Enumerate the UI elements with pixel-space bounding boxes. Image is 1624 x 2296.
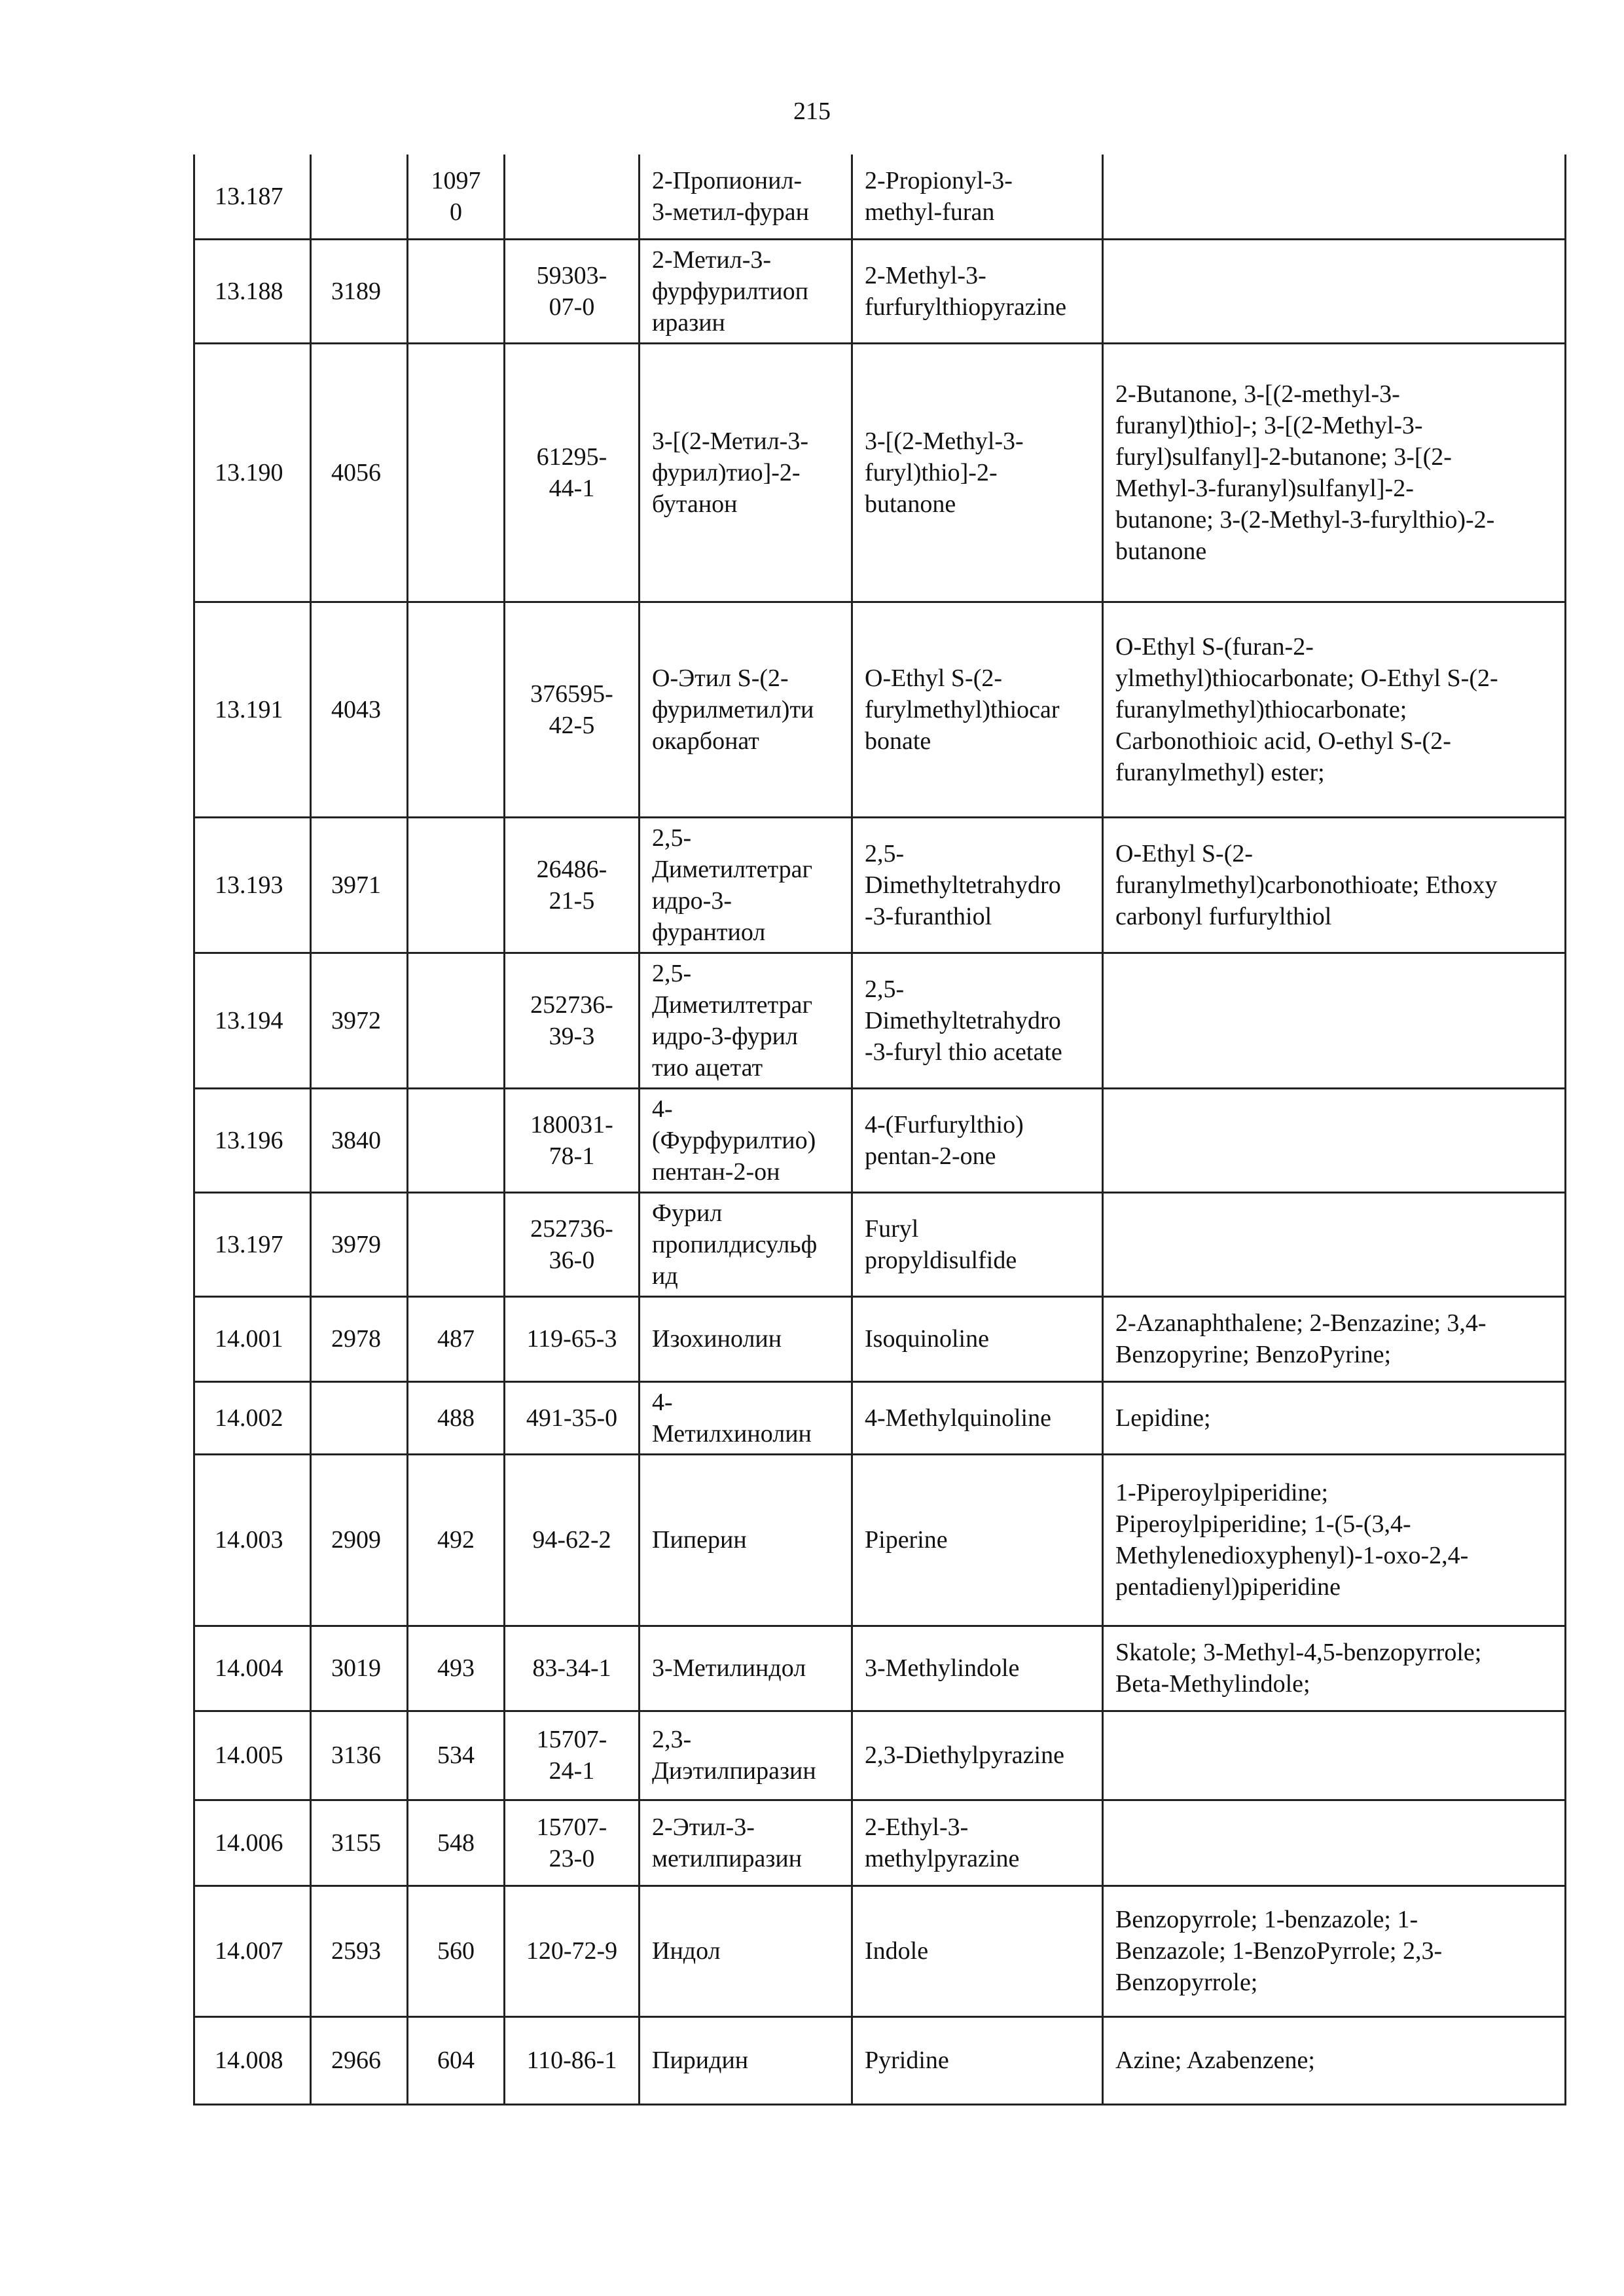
table-row [194,1454,1566,1626]
synonyms [1103,953,1566,1088]
fema-number: 3189 [311,239,408,343]
cas-number: 252736- 36-0 [505,1192,640,1296]
name-russian: Пиперин [640,1454,852,1626]
synonyms: 2-Butanone, 3-[(2-methyl-3- furanyl)thio]-; 3-[(2-Methyl-3- furyl)sulfanyl]-2-butanone; 3-[(2- Methyl-3-furanyl)sulfanyl]-2- butanone; 3-(2-Methyl-3-furylthio)-2- butanone [1103,343,1566,602]
fema-number: 4043 [311,602,408,817]
name-english: 2-Propionyl-3- methyl-furan [852,155,1103,239]
fema-number: 2966 [311,2016,408,2104]
name-english: 2,5- Dimethyltetrahydro -3-furyl thio acetate [852,953,1103,1088]
cas-number: 15707- 23-0 [505,1800,640,1886]
name-russian: 2,5- Диметилтетраг идро-3-фурил тио ацетат [640,953,852,1088]
item-number: 14.002 [194,1381,311,1454]
table-row [194,1800,1566,1886]
name-english: 2-Ethyl-3- methylpyrazine [852,1800,1103,1886]
name-russian: 2-Этил-3- метилпиразин [640,1800,852,1886]
jecfa-number [408,239,505,343]
table-row [194,602,1566,817]
fema-number [311,1381,408,1454]
name-english: 4-Methylquinoline [852,1381,1103,1454]
synonyms: O-Ethyl S-(furan-2- ylmethyl)thiocarbonate; O-Ethyl S-(2- furanylmethyl)thiocarbonate; Carbonothioic acid, O-ethyl S-(2- furanylmethyl) ester; [1103,602,1566,817]
jecfa-number: 492 [408,1454,505,1626]
page-number: 215 [793,98,831,125]
name-russian: Пиридин [640,2016,852,2104]
item-number: 13.196 [194,1088,311,1192]
fema-number: 4056 [311,343,408,602]
fema-number: 2593 [311,1886,408,2016]
table-row [194,1088,1566,1192]
name-russian: Индол [640,1886,852,2016]
fema-number: 3019 [311,1626,408,1711]
cas-number: 120-72-9 [505,1886,640,2016]
name-english: 3-Methylindole [852,1626,1103,1711]
name-english: O-Ethyl S-(2- furylmethyl)thiocar bonate [852,602,1103,817]
fema-number: 3971 [311,817,408,953]
fema-number: 3155 [311,1800,408,1886]
name-english: Pyridine [852,2016,1103,2104]
cas-number: 59303- 07-0 [505,239,640,343]
item-number: 13.190 [194,343,311,602]
item-number: 13.188 [194,239,311,343]
fema-number: 2978 [311,1296,408,1381]
name-russian: 2,3- Диэтилпиразин [640,1711,852,1800]
synonyms [1103,239,1566,343]
cas-number: 252736- 39-3 [505,953,640,1088]
item-number: 14.008 [194,2016,311,2104]
fema-number [311,155,408,239]
cas-number: 180031- 78-1 [505,1088,640,1192]
item-number: 13.197 [194,1192,311,1296]
jecfa-number [408,1192,505,1296]
item-number: 14.005 [194,1711,311,1800]
fema-number: 2909 [311,1454,408,1626]
cas-number: 61295- 44-1 [505,343,640,602]
fema-number: 3840 [311,1088,408,1192]
jecfa-number: 548 [408,1800,505,1886]
cas-number: 119-65-3 [505,1296,640,1381]
synonyms [1103,1192,1566,1296]
name-english: 2-Methyl-3- furfurylthiopyrazine [852,239,1103,343]
name-russian: Изохинолин [640,1296,852,1381]
synonyms [1103,155,1566,239]
table-row [194,239,1566,343]
synonyms: Lepidine; [1103,1381,1566,1454]
jecfa-number: 560 [408,1886,505,2016]
item-number: 14.004 [194,1626,311,1711]
item-number: 14.006 [194,1800,311,1886]
cas-number: 83-34-1 [505,1626,640,1711]
jecfa-number [408,602,505,817]
synonyms: Benzopyrrole; 1-benzazole; 1- Benzazole; 1-BenzoPyrrole; 2,3- Benzopyrrole; [1103,1886,1566,2016]
cas-number: 26486- 21-5 [505,817,640,953]
synonyms [1103,1800,1566,1886]
table-row [194,1626,1566,1711]
synonyms: Azine; Azabenzene; [1103,2016,1566,2104]
synonyms: 2-Azanaphthalene; 2-Benzazine; 3,4- Benzopyrine; BenzoPyrine; [1103,1296,1566,1381]
jecfa-number: 487 [408,1296,505,1381]
synonyms [1103,1711,1566,1800]
name-russian: О-Этил S-(2- фурилметил)ти окарбонат [640,602,852,817]
cas-number: 110-86-1 [505,2016,640,2104]
synonyms: O-Ethyl S-(2- furanylmethyl)carbonothioate; Ethoxy carbonyl furfurylthiol [1103,817,1566,953]
jecfa-number: 1097 0 [408,155,505,239]
fema-number: 3979 [311,1192,408,1296]
name-russian: 3-Метилиндол [640,1626,852,1711]
item-number: 13.187 [194,155,311,239]
name-russian: 2-Метил-3- фурфурилтиоп иразин [640,239,852,343]
name-english: 4-(Furfurylthio) pentan-2-one [852,1088,1103,1192]
cas-number: 376595- 42-5 [505,602,640,817]
item-number: 14.003 [194,1454,311,1626]
name-russian: 4- (Фурфурилтио) пентан-2-он [640,1088,852,1192]
jecfa-number: 488 [408,1381,505,1454]
name-english: Furyl propyldisulfide [852,1192,1103,1296]
item-number: 13.191 [194,602,311,817]
table-row [194,343,1566,602]
jecfa-number: 604 [408,2016,505,2104]
fema-number: 3136 [311,1711,408,1800]
table-row [194,1296,1566,1381]
name-english: 2,3-Diethylpyrazine [852,1711,1103,1800]
name-english: 2,5- Dimethyltetrahydro -3-furanthiol [852,817,1103,953]
table-row [194,2016,1566,2104]
name-english: Piperine [852,1454,1103,1626]
table-row [194,1711,1566,1800]
synonyms: Skatole; 3-Methyl-4,5-benzopyrrole; Beta-Methylindole; [1103,1626,1566,1711]
name-russian: 4- Метилхинолин [640,1381,852,1454]
table-row [194,1192,1566,1296]
jecfa-number [408,817,505,953]
name-russian: 2,5- Диметилтетраг идро-3- фурантиол [640,817,852,953]
jecfa-number: 534 [408,1711,505,1800]
jecfa-number [408,953,505,1088]
cas-number [505,155,640,239]
name-english: 3-[(2-Methyl-3- furyl)thio]-2- butanone [852,343,1103,602]
synonyms: 1-Piperoylpiperidine; Piperoylpiperidine; 1-(5-(3,4- Methylenedioxyphenyl)-1-oxo-2,4- pentadienyl)piperidine [1103,1454,1566,1626]
jecfa-number: 493 [408,1626,505,1711]
table-row [194,817,1566,953]
name-russian: 3-[(2-Метил-3- фурил)тио]-2- бутанон [640,343,852,602]
cas-number: 15707- 24-1 [505,1711,640,1800]
synonyms [1103,1088,1566,1192]
name-russian: Фурил пропилдисульф ид [640,1192,852,1296]
item-number: 13.194 [194,953,311,1088]
table-row [194,155,1566,239]
table-row [194,953,1566,1088]
jecfa-number [408,343,505,602]
name-english: Isoquinoline [852,1296,1103,1381]
cas-number: 94-62-2 [505,1454,640,1626]
item-number: 13.193 [194,817,311,953]
substances-table [193,155,1566,2105]
name-english: Indole [852,1886,1103,2016]
name-russian: 2-Пропионил- 3-метил-фуран [640,155,852,239]
item-number: 14.001 [194,1296,311,1381]
table-row [194,1886,1566,2016]
item-number: 14.007 [194,1886,311,2016]
fema-number: 3972 [311,953,408,1088]
cas-number: 491-35-0 [505,1381,640,1454]
table-row [194,1381,1566,1454]
jecfa-number [408,1088,505,1192]
